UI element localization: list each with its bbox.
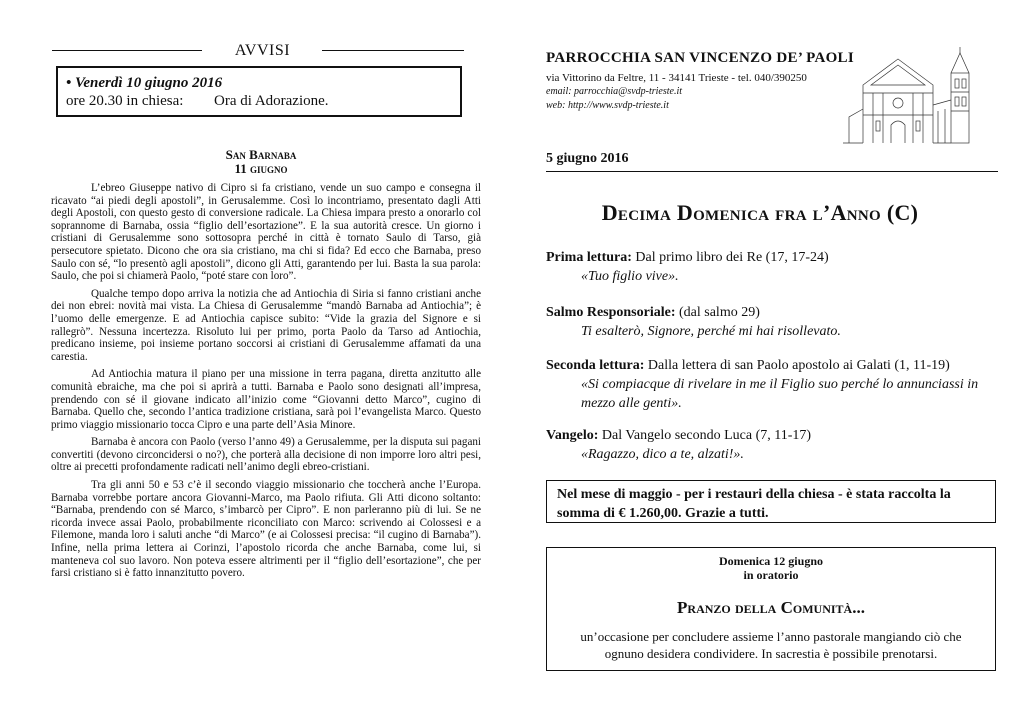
reading-psalm [546,303,996,341]
avvisi-box [56,66,462,117]
parish-contacts [546,71,807,113]
article-heading [40,148,482,176]
reading-source: (dal salmo 29) [675,305,760,320]
bulletin-date: 5 giugno 2016 [546,151,629,166]
article-paragraph: L’ebreo Giuseppe nativo di Cipro si fa cristiano, vende un suo campo e consegna il ricavato “ai piedi degli apostoli”, in Gerusalemme. Così lo incontriamo, presentato dagli Atti degli Apostoli, con questo gesto di conversione radicale. La Chiesa impara presto a onorarlo col soprannome di Barnaba, ossia “figlio dell’esortazione”. E la sua autorità cresce. Un giorno i cristiani di Gerusalemme sono sottosopra perché in città è tornato Saulo di Tarso, già persecutore spietato. Dicono che ora sia cristiano, ma chi si fida? Ed ecco che Barnaba, preso Saulo con sé, “lo presentò agli apostoli”, dicono gli Atti, garantendo per lui. Basta la sua parola: Saulo, che poi si chiamerà Paolo, “poté stare con loro”. [51,182,481,283]
donation-notice: Nel mese di maggio - per i restauri della chiesa - è stata raccolta la somma di € 1.260,00. Grazie a tutti. [546,480,996,523]
reading-label: Seconda lettura: [546,358,645,373]
event-description: un’occasione per concludere assieme l’anno pastorale mangiando ciò che ognuno desidera condividere. In sacrestia è possibile prenotarsi. [580,629,962,661]
reading-source: Dalla lettera di san Paolo apostolo ai Galati (1, 11-19) [644,358,950,373]
reading-source: Dal Vangelo secondo Luca (7, 11-17) [598,428,812,443]
reading-quote: Ti esalterò, Signore, perché mi hai risollevato. [581,324,841,339]
reading-quote: «Ragazzo, dico a te, alzati!». [581,447,744,462]
article-subtitle: 11 giugno [234,161,288,176]
avvisi-title: AVVISI [234,42,291,59]
reading-first [546,248,996,286]
parish-name: PARROCCHIA SAN VINCENZO DE’ PAOLI [546,50,854,66]
avvisi-event: Ora di Adorazione. [214,93,329,109]
reading-quote: «Si compiacque di rivelare in me il Figlio suo perché lo annunciassi in mezzo alle genti». [581,377,979,411]
parish-email: email: parrocchia@svdp-trieste.it [546,86,683,97]
parish-web: web: http://www.svdp-trieste.it [546,100,669,111]
avvisi-row [66,92,452,110]
event-date: Domenica 12 giugno [718,554,823,568]
article-body [51,182,481,585]
parish-address: via Vittorino da Feltre, 11 - 34141 Trieste - tel. 040/390250 [546,72,807,84]
reading-label: Salmo Responsoriale: [546,305,676,320]
reading-label: Prima lettura: [546,250,632,265]
article-paragraph: Barnaba è ancora con Paolo (verso l’anno 49) a Gerusalemme, per la disputa sui pagani convertiti (devono circoncidersi o no?), che porterà alla decisione di non imporre loro altri pesi, oltre ai precetti profondamente radicati nell’animo degli ebreo-cristiani. [51,436,481,474]
avvisi-date: • Venerdì 10 giugno 2016 [66,75,223,91]
event-box [546,547,996,671]
event-place: in oratorio [743,568,799,582]
article-title: San Barnaba [225,147,297,162]
event-title: Pranzo della Comunità... [677,598,865,617]
reading-gospel [546,426,996,464]
reading-source: Dal primo libro dei Re (17, 17-24) [631,250,829,265]
article-paragraph: Qualche tempo dopo arriva la notizia che ad Antiochia di Siria si fanno cristiani anche dei non ebrei: novità mai vista. La Chiesa di Gerusalemme “mandò Barnaba ad Antiochia”; è l’uomo delle emergenze. E ad Antiochia capisce subito: “Vide la grazia del Signore e si rallegrò”. Nessuna incertezza. Risoluto lui per primo, porta Paolo da Tarso ad Antiochia, predicano insieme, poi insieme portano soccorsi ai cristiani di Gerusalemme affamati da una carestia. [51,287,481,363]
date-rule [546,171,998,172]
article-paragraph: Ad Antiochia matura il piano per una missione in terra pagana, diretta anzitutto alle comunità ebraiche, ma che poi si aprirà a tutti. Barnaba e Paolo sono designati all’impresa, prendendo con sé il giovane indicato all’inizio come “Giovanni detto Marco”, cugino di Barnaba. Quello che, secondo l’antica tradizione cristiana, sarà poi l’evangelista Marco. Questo primo viaggio missionario tocca Cipro e una parte dell’Asia Minore. [51,368,481,431]
article-paragraph: Tra gli anni 50 e 53 c’è il secondo viaggio missionario che toccherà anche l’Europa. Barnaba vorrebbe portare ancora Giovanni-Marco, ma Paolo rifiuta. Gli Atti dicono soltanto: “Barnaba, prendendo con sé Marco, s’imbarcò per Cipro”. E non parleranno più di lui. Se ne ricorda invece assai Paolo, probabilmente riconciliato con Marco: scrivendo ai Colossesi e a Filemone, manda loro i saluti anche “di Marco” (e ai Colossesi precisa: “il cugino di Barnaba”). Infine, nella prima lettera ai Corinzi, l’apostolo ricorda che anche Barnaba, come lui, si manteneva col suo lavoro. Non poteva essere altrimenti per il “figlio dell’esortazione”, che per farsi cristiano si è fatto innanzitutto povero. [51,479,481,580]
sunday-title: Decima Domenica fra l’Anno (C) [601,200,919,225]
reading-quote: «Tuo figlio vive». [581,269,679,284]
avvisi-rule-left [52,50,202,51]
church-drawing [843,45,993,145]
avvisi-time: ore 20.30 in chiesa: [66,93,184,109]
reading-label: Vangelo: [546,428,599,443]
avvisi-rule-right [322,50,464,51]
reading-second [546,356,996,413]
